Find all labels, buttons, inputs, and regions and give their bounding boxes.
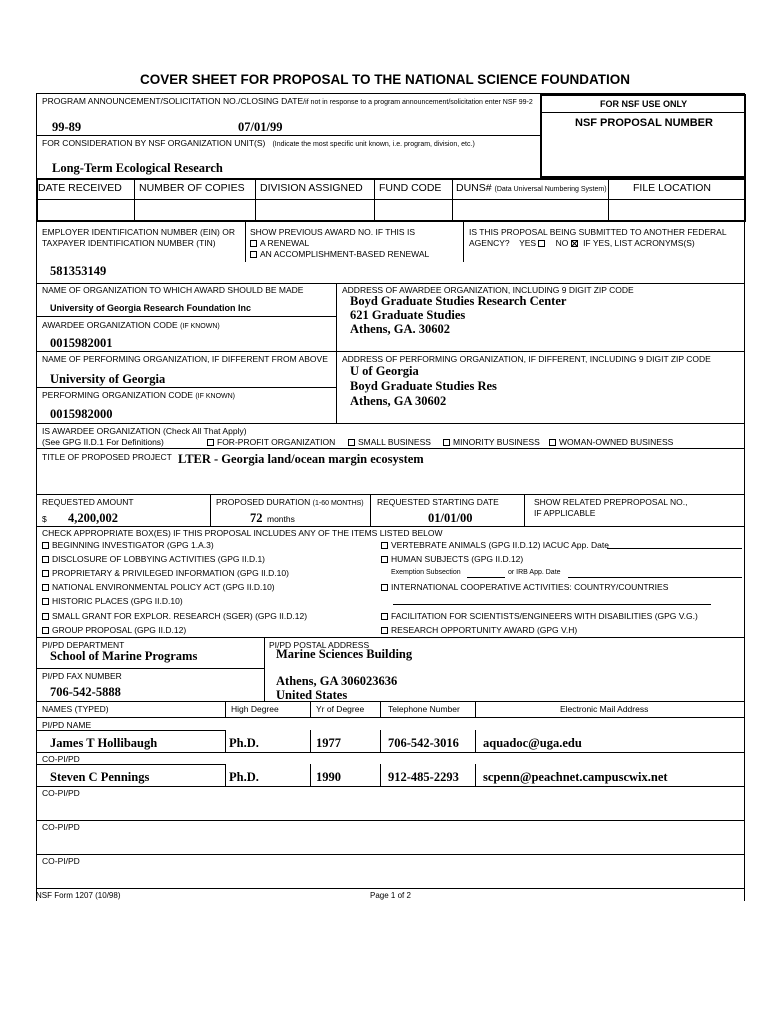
for-profit-option[interactable]: FOR-PROFIT ORGANIZATION (207, 437, 335, 447)
renewal-checkbox (250, 240, 257, 247)
checkbox-label: DISCLOSURE OF LOBBYING ACTIVITIES (GPG II.D.1) (52, 554, 266, 564)
rule (452, 179, 453, 221)
start-date-label: REQUESTED STARTING DATE (377, 497, 499, 507)
minority-business-checkbox (443, 439, 450, 446)
rule (36, 526, 744, 527)
phone-header: Telephone Number (388, 704, 460, 714)
awardee-name-label: NAME OF ORGANIZATION TO WHICH AWARD SHOULD BE MADE (42, 285, 304, 295)
email-header: Electronic Mail Address (560, 704, 649, 714)
checkbox-label: SMALL GRANT FOR EXPLOR. RESEARCH (SGER) (GPG II.D.12) (52, 611, 308, 621)
preproposal-label-2: IF APPLICABLE (534, 508, 596, 518)
page-number: Page 1 of 2 (370, 891, 411, 900)
agency-yes-checkbox[interactable] (538, 240, 545, 247)
form-title: COVER SHEET FOR PROPOSAL TO THE NATIONAL SCIENCE FOUNDATION (139, 72, 631, 87)
ein-label-2: TAXPAYER IDENTIFICATION NUMBER (TIN) (42, 238, 216, 248)
vertebrate-checkbox (381, 542, 388, 549)
human-subjects-checkbox (381, 556, 388, 563)
form-number: NSF Form 1207 (10/98) (36, 891, 121, 900)
person-role-label: CO-PI/PD (42, 822, 80, 832)
rule (255, 179, 256, 221)
file-location-label: FILE LOCATION (633, 182, 711, 194)
amount-label: REQUESTED AMOUNT (42, 497, 134, 507)
person-degree: Ph.D. (229, 770, 259, 784)
preproposal-label-1: SHOW RELATED PREPROPOSAL NO., (534, 497, 688, 507)
rule (467, 577, 505, 578)
rule (36, 283, 744, 284)
rule (264, 637, 265, 701)
person-role-label: CO-PI/PD (42, 856, 80, 866)
international-option[interactable]: INTERNATIONAL COOPERATIVE ACTIVITIES: COUNTRY/COUNTRIES (381, 582, 668, 592)
rule (607, 548, 742, 549)
duns-label: DUNS# (Data Universal Numbering System) (456, 182, 607, 194)
performing-code-label: PERFORMING ORGANIZATION CODE (IF KNOWN) (42, 390, 236, 400)
program-number: 99-89 (52, 120, 82, 134)
checkbox-label: GROUP PROPOSAL (GPG II.D.12) (52, 625, 187, 635)
rule (36, 701, 744, 702)
left-checkbox-option[interactable] (42, 568, 289, 578)
person-degree: Ph.D. (229, 736, 259, 750)
pi-fax-label: PI/PD FAX NUMBER (42, 671, 122, 681)
awardee-code-label: AWARDEE ORGANIZATION CODE (IF KNOWN) (42, 320, 220, 330)
irb-label: or IRB App. Date (508, 569, 561, 576)
pi-fax: 706-542-5888 (50, 685, 121, 699)
rule (370, 494, 371, 526)
rule (393, 604, 711, 605)
rule (36, 786, 744, 787)
rule (134, 179, 135, 221)
checkbox-label: PROPRIETARY & PRIVILEGED INFORMATION (GPG II.D.10) (52, 568, 289, 578)
checkbox-header: CHECK APPROPRIATE BOX(ES) IF THIS PROPOSAL INCLUDES ANY OF THE ITEMS LISTED BELOW (42, 528, 443, 538)
rule (245, 222, 246, 262)
performing-address-3: Athens, GA 30602 (350, 394, 447, 408)
year-header: Yr of Degree (316, 704, 365, 714)
rule (36, 387, 336, 388)
rule (380, 764, 381, 786)
rule (568, 577, 742, 578)
rule (336, 351, 337, 423)
person-role-label: CO-PI/PD (42, 754, 80, 764)
rule (36, 752, 744, 753)
person-email: aquadoc@uga.edu (483, 736, 582, 750)
awardee-address-2: 621 Graduate Studies (350, 308, 466, 322)
project-title: LTER - Georgia land/ocean margin ecosystem (178, 452, 424, 466)
pi-postal-3: United States (276, 688, 348, 702)
left-checkbox-option[interactable] (42, 596, 183, 606)
person-name: James T Hollibaugh (50, 736, 158, 750)
org-type-label-2: (See GPG II.D.1 For Definitions) (42, 437, 164, 447)
checkbox-label: HISTORIC PLACES (GPG II.D.10) (52, 596, 183, 606)
pi-postal-1: Marine Sciences Building (276, 647, 413, 661)
left-checkbox-option[interactable] (42, 611, 307, 621)
nsf-use-label: FOR NSF USE ONLY (600, 99, 688, 109)
rule (310, 701, 311, 717)
person-email: scpenn@peachnet.campuscwix.net (483, 770, 668, 784)
rule (36, 820, 744, 821)
small-business-option[interactable]: SMALL BUSINESS (348, 437, 431, 447)
rule (36, 351, 744, 352)
duration-label: PROPOSED DURATION (1-60 MONTHS) (216, 497, 364, 507)
rule (374, 179, 375, 221)
performing-address-1: U of Georgia (350, 364, 419, 378)
rule (524, 494, 525, 526)
rule (608, 179, 609, 221)
rule (36, 888, 744, 889)
person-role-label: PI/PD NAME (42, 720, 92, 730)
rule (475, 730, 476, 752)
human-subjects-option[interactable]: HUMAN SUBJECTS (GPG II.D.12) (381, 554, 523, 564)
fund-code-label: FUND CODE (379, 182, 442, 194)
rule (336, 283, 337, 351)
rule (210, 494, 211, 526)
rule (36, 730, 225, 731)
rule (225, 701, 226, 717)
rule (36, 494, 744, 495)
left-checkbox-option[interactable] (42, 625, 186, 635)
ein-value: 581353149 (50, 264, 107, 278)
checkbox[interactable] (42, 627, 49, 634)
other-agency-label-2: AGENCY? YES NO IF YES, LIST ACRONYMS(S) (469, 238, 695, 248)
checkbox[interactable] (42, 542, 49, 549)
consideration-value: Long-Term Ecological Research (52, 161, 223, 175)
rule (36, 423, 744, 424)
performing-name-label: NAME OF PERFORMING ORGANIZATION, IF DIFFERENT FROM ABOVE (42, 354, 328, 364)
rule (36, 135, 540, 136)
rule (36, 764, 225, 765)
awardee-code: 0015982001 (50, 336, 113, 350)
pi-postal-label: PI/PD POSTAL ADDRESS (269, 640, 370, 650)
person-phone: 912-485-2293 (388, 770, 459, 784)
checkbox[interactable] (42, 613, 49, 620)
org-type-label-1: IS AWARDEE ORGANIZATION (Check All That Apply) (42, 426, 247, 436)
person-phone: 706-542-3016 (388, 736, 459, 750)
awardee-address-1: Boyd Graduate Studies Research Center (350, 294, 567, 308)
rule (380, 730, 381, 752)
rule (225, 730, 226, 752)
ruia-option[interactable]: RESEARCH OPPORTUNITY AWARD (GPG V.H) (381, 625, 577, 635)
woman-owned-checkbox (549, 439, 556, 446)
rule (36, 717, 744, 718)
checkbox-label: BEGINNING INVESTIGATOR (GPG 1.A.3) (52, 540, 214, 550)
rule (36, 668, 264, 669)
left-checkbox-option[interactable] (42, 554, 265, 564)
exemption-label: Exemption Subsection (391, 569, 461, 576)
renewal-option[interactable]: A RENEWAL (250, 238, 309, 248)
checkbox[interactable] (42, 570, 49, 577)
checkbox-label: NATIONAL ENVIRONMENTAL POLICY ACT (GPG II.D.10) (52, 582, 275, 592)
rule (36, 448, 744, 449)
performing-code: 0015982000 (50, 407, 113, 421)
closing-date: 07/01/99 (238, 120, 283, 134)
pi-dept: School of Marine Programs (50, 649, 198, 663)
accomplishment-checkbox (250, 251, 257, 258)
rule (36, 637, 744, 638)
division-label: DIVISION ASSIGNED (260, 182, 363, 194)
international-checkbox (381, 584, 388, 591)
amount-value: 4,200,002 (68, 511, 118, 525)
ruia-checkbox (381, 627, 388, 634)
performing-address-2: Boyd Graduate Studies Res (350, 379, 497, 393)
facilitation-option[interactable]: FACILITATION FOR SCIENTISTS/ENGINEERS WITH DISABILITIES (GPG V.G.) (381, 611, 698, 621)
rule (37, 199, 745, 200)
for-profit-checkbox (207, 439, 214, 446)
degree-header: High Degree (231, 704, 279, 714)
rule (36, 316, 336, 317)
program-label: PROGRAM ANNOUNCEMENT/SOLICITATION NO./CLOSING DATE/if not in response to a program announcement/solicitation enter NSF 99-2 (42, 96, 533, 106)
vertebrate-option[interactable]: VERTEBRATE ANIMALS (GPG II.D.12) IACUC App. Date (381, 540, 609, 550)
awardee-address-3: Athens, GA. 30602 (350, 322, 451, 336)
accomplishment-option[interactable]: AN ACCOMPLISHMENT-BASED RENEWAL (250, 249, 429, 259)
rule (541, 112, 745, 113)
start-date: 01/01/00 (428, 511, 473, 525)
ein-label-1: EMPLOYER IDENTIFICATION NUMBER (EIN) OR (42, 227, 235, 237)
agency-no-checkbox[interactable] (571, 240, 578, 247)
previous-award-label: SHOW PREVIOUS AWARD NO. IF THIS IS (250, 227, 415, 237)
rule (475, 764, 476, 786)
left-checkbox-option[interactable] (42, 540, 214, 550)
performing-address-label: ADDRESS OF PERFORMING ORGANIZATION, IF DIFFERENT, INCLUDING 9 DIGIT ZIP CODE (342, 354, 711, 364)
person-year: 1977 (316, 736, 341, 750)
duration-value: 72 (250, 511, 263, 525)
rule (310, 730, 311, 752)
rule (475, 701, 476, 717)
num-copies-label: NUMBER OF COPIES (139, 182, 245, 194)
other-agency-label-1: IS THIS PROPOSAL BEING SUBMITTED TO ANOTHER FEDERAL (469, 227, 727, 237)
project-title-label: TITLE OF PROPOSED PROJECT (42, 452, 172, 462)
person-name: Steven C Pennings (50, 770, 150, 784)
small-business-checkbox (348, 439, 355, 446)
rule (463, 222, 464, 262)
date-received-label: DATE RECEIVED (38, 182, 122, 194)
minority-business-option[interactable]: MINORITY BUSINESS (443, 437, 540, 447)
woman-owned-option[interactable]: WOMAN-OWNED BUSINESS (549, 437, 673, 447)
names-header: NAMES (TYPED) (42, 704, 109, 714)
rule (225, 764, 226, 786)
pi-dept-label: PI/PD DEPARTMENT (42, 640, 125, 650)
pi-postal-2: Athens, GA 306023636 (276, 674, 398, 688)
person-year: 1990 (316, 770, 341, 784)
nsf-proposal-number-label: NSF PROPOSAL NUMBER (575, 117, 713, 129)
facilitation-checkbox (381, 613, 388, 620)
checkbox[interactable] (42, 598, 49, 605)
checkbox[interactable] (42, 584, 49, 591)
checkbox[interactable] (42, 556, 49, 563)
duration-unit: months (267, 514, 295, 524)
performing-name: University of Georgia (50, 372, 166, 386)
person-role-label: CO-PI/PD (42, 788, 80, 798)
awardee-name: University of Georgia Research Foundation Inc (50, 303, 252, 313)
awardee-address-label: ADDRESS OF AWARDEE ORGANIZATION, INCLUDING 9 DIGIT ZIP CODE (342, 285, 634, 295)
rule (310, 764, 311, 786)
rule (36, 854, 744, 855)
consideration-label: FOR CONSIDERATION BY NSF ORGANIZATION UNIT(S) (Indicate the most specific unit known, i.e. program, division, etc.) (42, 138, 475, 148)
rule (380, 701, 381, 717)
left-checkbox-option[interactable] (42, 582, 275, 592)
amount-currency: $ (42, 514, 47, 524)
